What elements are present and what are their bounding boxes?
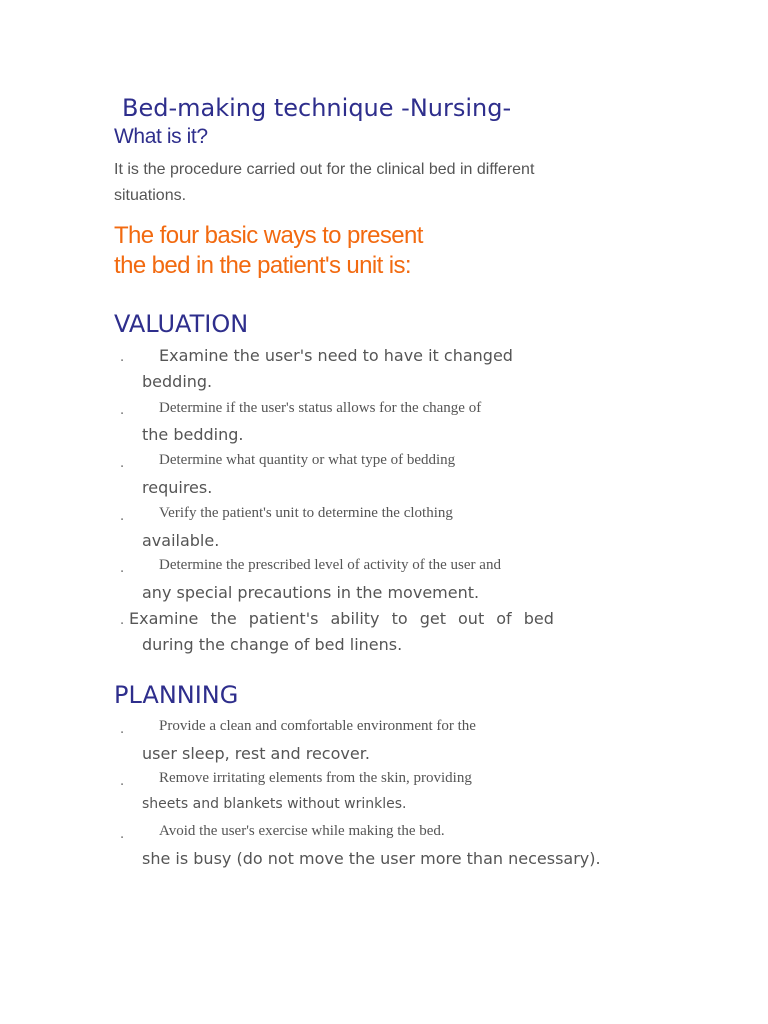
- planning-item-2-line-1: Remove irritating elements from the skin, providing: [159, 770, 472, 786]
- planning-heading: PLANNING: [114, 681, 239, 709]
- document-title: Bed-making technique -Nursing-: [122, 94, 512, 122]
- planning-item-1-line-2: user sleep, rest and recover.: [142, 744, 370, 763]
- planning-item-3-line-1: Avoid the user's exercise while making the bed.: [159, 823, 445, 839]
- word: bed: [523, 609, 554, 628]
- bullet-marker: .: [120, 827, 125, 842]
- word: ability: [330, 609, 380, 628]
- valuation-item-1-line-1: Examine the user's need to have it changed: [159, 346, 513, 365]
- word: the: [210, 609, 237, 628]
- valuation-item-3-line-2: requires.: [142, 478, 213, 497]
- ways-heading-line-1: The four basic ways to present: [114, 222, 423, 249]
- valuation-item-1-line-2: bedding.: [142, 372, 213, 391]
- valuation-item-6-line-2: during the change of bed linens.: [142, 635, 403, 654]
- valuation-item-6-line-1: [129, 609, 554, 628]
- what-is-it-heading: What is it?: [114, 125, 208, 148]
- planning-item-1-line-1: Provide a clean and comfortable environment for the: [159, 718, 476, 734]
- bullet-marker: .: [120, 561, 125, 576]
- bullet-marker: .: [120, 403, 125, 418]
- word: to: [391, 609, 408, 628]
- valuation-item-4-line-2: available.: [142, 531, 220, 550]
- bullet-marker: .: [120, 509, 125, 524]
- ways-heading-line-2: the bed in the patient's unit is:: [114, 252, 411, 279]
- word: get: [419, 609, 446, 628]
- planning-item-2-line-2: sheets and blankets without wrinkles.: [142, 796, 407, 812]
- bullet-marker: .: [120, 613, 125, 628]
- valuation-item-3-line-1: Determine what quantity or what type of bedding: [159, 452, 456, 468]
- valuation-item-4-line-1: Verify the patient's unit to determine the clothing: [159, 505, 453, 521]
- valuation-item-5-line-2: any special precautions in the movement.: [142, 583, 480, 602]
- valuation-item-5-line-1: Determine the prescribed level of activity of the user and: [159, 557, 501, 573]
- word: Examine: [129, 609, 199, 628]
- bullet-marker: .: [120, 774, 125, 789]
- bullet-marker: .: [120, 456, 125, 471]
- bullet-marker: .: [120, 350, 125, 365]
- valuation-item-2-line-1: Determine if the user's status allows for the change of: [159, 400, 482, 416]
- bullet-marker: .: [120, 722, 125, 737]
- intro-line-2: situations.: [114, 187, 187, 204]
- valuation-heading: VALUATION: [114, 310, 249, 338]
- planning-item-3-line-2: she is busy (do not move the user more than necessary).: [142, 849, 601, 868]
- word: out: [458, 609, 485, 628]
- valuation-item-2-line-2: the bedding.: [142, 425, 244, 444]
- intro-line-1: It is the procedure carried out for the clinical bed in different: [114, 161, 535, 178]
- word: of: [496, 609, 512, 628]
- word: patient's: [248, 609, 319, 628]
